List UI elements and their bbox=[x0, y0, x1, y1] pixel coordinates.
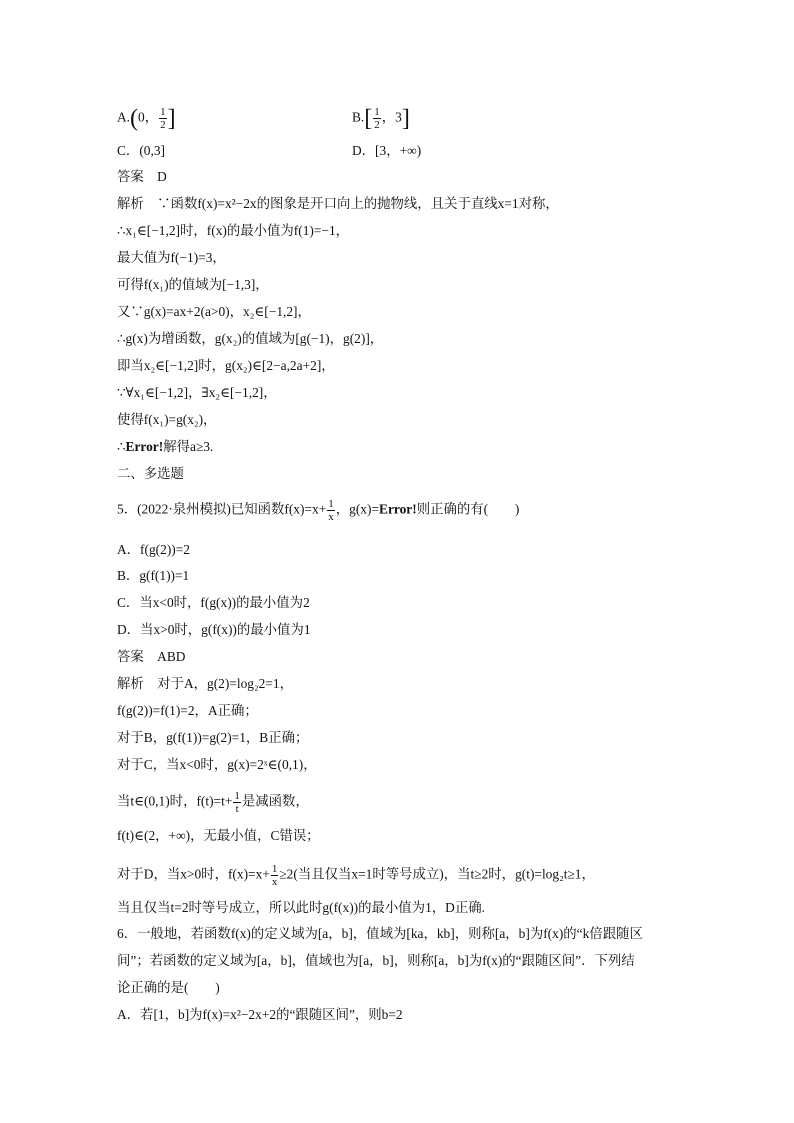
fraction: $\frac{1}{2}$ bbox=[374, 106, 380, 131]
q4-solution-line: 使得f(x₁)=g(x₂)， bbox=[117, 412, 217, 427]
q4-answer: 答案 D bbox=[117, 169, 167, 184]
fraction: $\frac{1}{2}$ bbox=[160, 106, 166, 131]
q4-option-c: C．(0,3] bbox=[117, 143, 165, 158]
q5-answer: 答案 ABD bbox=[117, 649, 186, 664]
q4-solution-line: 最大值为f(−1)=3， bbox=[117, 250, 226, 265]
q5-solution-line: f(t)∈(2，+∞)，无最小值，C错误； bbox=[117, 828, 320, 843]
q4-conclusion: ∴Error!解得a≥3. bbox=[117, 439, 214, 454]
q4-solution-line: 解析 ∵函数f(x)=x²−2x的图象是开口向上的抛物线，且关于直线x=1对称， bbox=[117, 196, 559, 211]
q4-option-b: B.[ $\frac{1}{2}$ ，3] bbox=[352, 105, 410, 132]
fraction: $\frac{1}{x}$ bbox=[328, 498, 334, 523]
q5-solution-line: f(g(2))=f(1)=2，A正确； bbox=[117, 703, 258, 718]
q4-option-a: A.(0， $\frac{1}{2}$ ] bbox=[117, 105, 176, 132]
section-heading: 二、多选题 bbox=[117, 466, 184, 481]
q5-solution-line: 对于C，当x<0时，g(x)=2ˣ∈(0,1)， bbox=[117, 757, 317, 772]
error-marker: Error! bbox=[125, 439, 164, 454]
fraction: $\frac{1}{t}$ bbox=[234, 790, 240, 815]
q6-stem-line: 论正确的是( ) bbox=[117, 980, 220, 995]
q6-option-a: A．若[1，b]为f(x)=x²−2x+2的“跟随区间”，则b=2 bbox=[117, 1007, 403, 1022]
q4-solution-line: 可得f(x₁)的值域为[−1,3]， bbox=[117, 277, 269, 292]
q5-option-b: B．g(f(1))=1 bbox=[117, 568, 190, 583]
q5-solution-line: 当且仅当t=2时等号成立，所以此时g(f(x))的最小值为1，D正确. bbox=[117, 900, 485, 915]
q5-solution-line: 解析 对于A，g(2)=log₂2=1， bbox=[117, 676, 293, 691]
fraction: $\frac{1}{x}$ bbox=[271, 863, 278, 888]
q4-solution-line: ∵∀x₁∈[−1,2]，∃x₂∈[−1,2]， bbox=[117, 385, 277, 400]
q4-solution-line: ∴x₁∈[−1,2]时，f(x)的最小值为f(1)=−1， bbox=[117, 223, 350, 238]
q4-solution-line: ∴g(x)为增函数，g(x₂)的值域为[g(−1)，g(2)]， bbox=[117, 331, 384, 346]
q6-stem-line: 6．一般地，若函数f(x)的定义域为[a，b]，值域为[ka，kb]，则称[a，b]为f(x)的“k倍跟随区 bbox=[117, 926, 643, 941]
error-marker: Error! bbox=[379, 501, 417, 517]
q5-option-c: C．当x<0时，f(g(x))的最小值为2 bbox=[117, 595, 310, 610]
q4-solution-line: 又∵g(x)=ax+2(a>0)，x₂∈[−1,2]， bbox=[117, 304, 311, 319]
q5-stem: 5．(2022·泉州模拟)已知函数f(x)=x+ $\frac{1}{x}$ ，g(x)=Error!则正确的有( ) bbox=[117, 498, 520, 523]
q5-option-d: D．当x>0时，g(f(x))的最小值为1 bbox=[117, 622, 311, 637]
q5-solution-line: 对于D，当x>0时，f(x)=x+ $\frac{1}{x}$ ≥2(当且仅当x=1时等号成立)，当t≥2时，g(t)=log₂t≥1， bbox=[117, 863, 595, 888]
q6-stem-line: 间”；若函数的定义域为[a，b]，值域也为[a，b]，则称[a，b]为f(x)的“跟随区间”．下列结 bbox=[117, 953, 635, 968]
q5-solution-line: 对于B，g(f(1))=g(2)=1，B正确； bbox=[117, 730, 309, 745]
q4-solution-line: 即当x₂∈[−1,2]时，g(x₂)∈[2−a,2a+2]， bbox=[117, 358, 335, 373]
q4-option-d: D．[3，+∞) bbox=[352, 143, 422, 158]
q5-solution-line: 当t∈(0,1)时，f(t)=t+ $\frac{1}{t}$ 是减函数， bbox=[117, 790, 309, 815]
q5-option-a: A．f(g(2))=2 bbox=[117, 542, 190, 557]
